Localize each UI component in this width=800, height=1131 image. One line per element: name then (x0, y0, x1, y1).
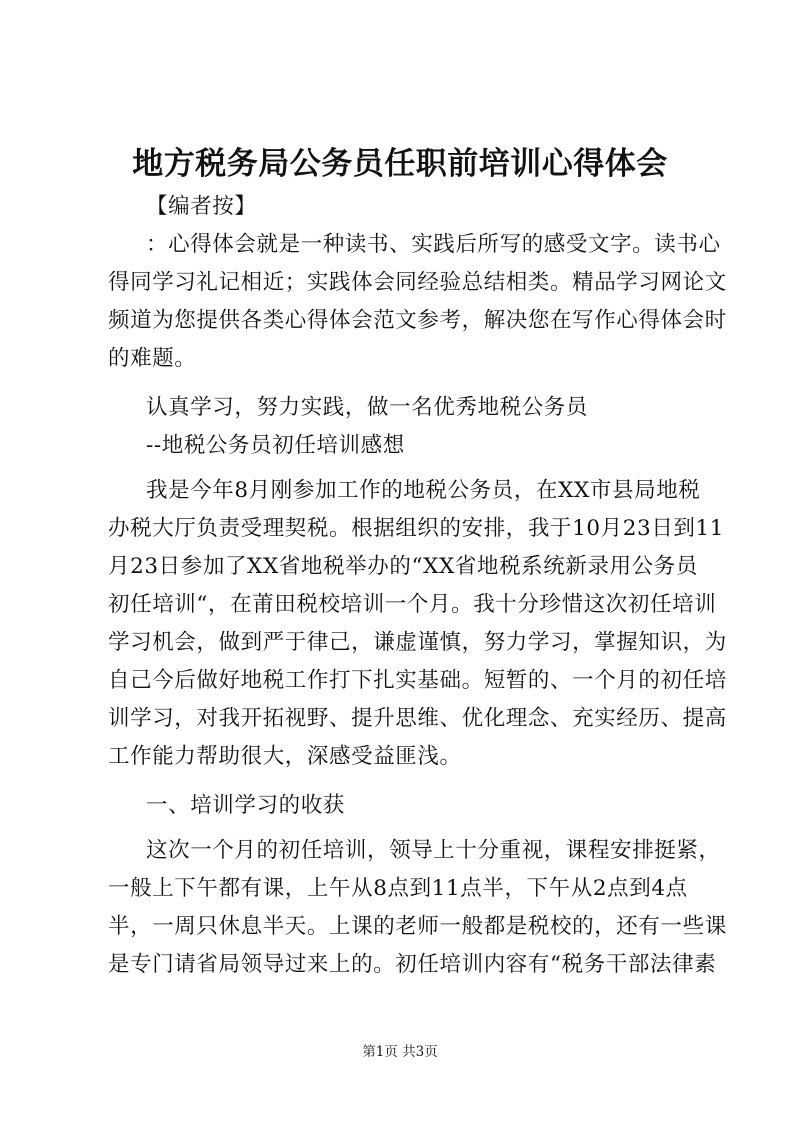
paragraph-line: 频道为您提供各类心得体会范文参考，解决您在写作心得体会时 (108, 308, 727, 333)
paragraph-line: 一般上下午都有课，上午从8点到11点半，下午从2点到4点 (108, 876, 688, 901)
paragraph-line: 我是今年8月刚参加工作的地税公务员，在XX市县局地税 (146, 478, 701, 503)
paragraph-line: 的难题。 (108, 346, 197, 371)
paragraph-line: 训学习，对我开拓视野、提升思维、优化理念、充实经历、提高 (108, 706, 727, 731)
paragraph-line: 办税大厅负责受理契税。根据组织的安排，我于10月23日到11 (108, 516, 725, 541)
paragraph-line: 初任培训“，在莆田税校培训一个月。我十分珍惜这次初任培训 (108, 592, 717, 617)
article-heading: 认真学习，努力实践，做一名优秀地税公务员 (146, 395, 589, 420)
paragraph-line: 是专门请省局领导过来上的。初任培训内容有“税务干部法律素 (108, 952, 717, 977)
paragraph-line: 月23日参加了XX省地税举办的“XX省地税系统新录用公务员 (108, 554, 698, 579)
paragraph-line: 这次一个月的初任培训，领导上十分重视，课程安排挺紧， (146, 838, 721, 863)
page-number-footer: 第1页 共3页 (362, 1044, 438, 1060)
paragraph-line: 得同学习礼记相近；实践体会同经验总结相类。精品学习网论文 (108, 270, 727, 295)
paragraph-line: 学习机会，做到严于律己，谦虚谨慎，努力学习，掌握知识，为 (108, 630, 727, 655)
paragraph-line: 自己今后做好地税工作打下扎实基础。短暂的、一个月的初任培 (108, 668, 727, 693)
document-title: 地方税务局公务员任职前培训心得体会 (132, 146, 668, 182)
paragraph-line: ：心得体会就是一种读书、实践后所写的感受文字。读书心 (146, 232, 721, 257)
paragraph-line: 半，一周只休息半天。上课的老师一般都是税校的，还有一些课 (108, 914, 727, 939)
paragraph-line: 工作能力帮助很大，深感受益匪浅。 (108, 744, 462, 769)
section-heading: 一、培训学习的收获 (146, 793, 345, 818)
article-subheading: --地税公务员初任培训感想 (146, 433, 405, 458)
editor-note-heading: 【编者按】 (146, 194, 257, 219)
